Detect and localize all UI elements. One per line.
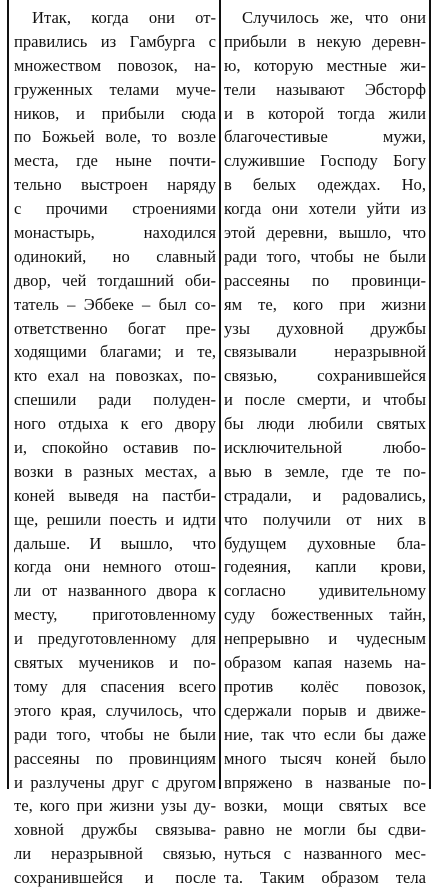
text-line: нуться с названного мес- bbox=[224, 844, 426, 864]
text-line: когда они хотели уйти из bbox=[224, 199, 426, 219]
text-line: ли от названного двора к bbox=[14, 581, 216, 601]
text-line: рассеяны по провинци- bbox=[224, 270, 426, 290]
text-line: образом капая наземь на- bbox=[224, 653, 426, 673]
text-line: этого края, случилось, что bbox=[14, 700, 216, 720]
text-line: правились из Гамбурга с bbox=[14, 31, 216, 51]
text-line: ходящими благами; и те, bbox=[14, 342, 216, 362]
text-line: месту, приготовленному bbox=[14, 605, 216, 625]
text-line: ради того, чтобы не были bbox=[224, 246, 426, 266]
text-line: Случилось же, что они bbox=[242, 8, 426, 27]
text-line: бы люди любили святых bbox=[224, 414, 426, 434]
text-line: когда они немного отош- bbox=[14, 557, 216, 577]
text-line: по Божьей воле, то возле bbox=[14, 127, 216, 147]
text-line: та. Таким образом тела bbox=[224, 868, 426, 888]
text-line: возки в разных местах, а bbox=[14, 461, 216, 481]
text-line: годеяния, капли крови, bbox=[224, 557, 426, 577]
text-line: равно не могли бы сдви- bbox=[224, 820, 426, 840]
text-line: в белых одеждах. Но, bbox=[224, 175, 426, 195]
text-line: узы духовной дружбы bbox=[224, 318, 426, 338]
text-line: Итак, когда они от- bbox=[32, 8, 216, 27]
right-border-rule bbox=[429, 0, 431, 789]
text-line: святых мучеников и по- bbox=[14, 653, 216, 673]
text-line: страдали, и радовались, bbox=[224, 485, 426, 505]
text-line: вью в земле, где те по- bbox=[224, 461, 426, 481]
text-line: дальше. И вышло, что bbox=[14, 533, 216, 553]
text-line: тельно выстроен наряду bbox=[14, 175, 216, 195]
text-line: монастырь, находился bbox=[14, 223, 216, 243]
text-line: возки, мощи святых все bbox=[224, 796, 426, 816]
text-line: тому для спасения всего bbox=[14, 676, 216, 696]
text-line: ховной дружбы связыва- bbox=[14, 820, 216, 840]
text-line: прибыли в некую деревн- bbox=[224, 31, 426, 51]
text-line: одинокий, но славный bbox=[14, 246, 216, 266]
text-line: служившие Господу Богу bbox=[224, 151, 426, 171]
text-line: коней выведя на пастби- bbox=[14, 485, 216, 505]
text-line: с прочими строениями bbox=[14, 199, 216, 219]
text-line: ю, которую местные жи- bbox=[224, 55, 426, 75]
text-line: суду божественных тайн, bbox=[224, 605, 426, 625]
text-line: и разлучены друг с другом bbox=[14, 772, 216, 792]
text-line: этой деревни, вышло, что bbox=[224, 223, 426, 243]
text-line: ответственно богат пре- bbox=[14, 318, 216, 338]
text-line: ради того, чтобы не были bbox=[14, 724, 216, 744]
text-line: груженных телами муче- bbox=[14, 79, 216, 99]
text-line: что получили от них в bbox=[224, 509, 426, 529]
text-line: спешили ради полуден- bbox=[14, 390, 216, 410]
text-line: те, кого при жизни узы ду- bbox=[14, 796, 216, 816]
text-line: связью, сохранившейся bbox=[224, 366, 426, 386]
text-line: связывали неразрывной bbox=[224, 342, 426, 362]
text-line: ников, и прибыли сюда bbox=[14, 103, 216, 123]
left-border-rule bbox=[7, 0, 9, 789]
text-line: исключительной любо- bbox=[224, 438, 426, 458]
text-line: кто ехал на повозках, по- bbox=[14, 366, 216, 386]
text-line: татель – Эббеке – был со- bbox=[14, 294, 216, 314]
text-line: сдержали порыв и движе- bbox=[224, 700, 426, 720]
text-line: двор, чей тогдашний оби- bbox=[14, 270, 216, 290]
text-line: и предуготовленному для bbox=[14, 629, 216, 649]
text-line: ли неразрывной связью, bbox=[14, 844, 216, 864]
text-line: рассеяны по провинциям bbox=[14, 748, 216, 768]
text-line: ного отдыха к его двору bbox=[14, 414, 216, 434]
text-line: согласно удивительному bbox=[224, 581, 426, 601]
text-line: впряжено в названые по- bbox=[224, 772, 426, 792]
text-line: ще, решили поесть и идти bbox=[14, 509, 216, 529]
text-line: много тысяч коней было bbox=[224, 748, 426, 768]
text-line: тели называют Эбсторф bbox=[224, 79, 426, 99]
left-text-column bbox=[14, 6, 216, 890]
text-line: сохранившейся и после bbox=[14, 868, 216, 888]
text-line: ям те, кого при жизни bbox=[224, 294, 426, 314]
column-divider-rule bbox=[219, 0, 221, 789]
text-line: множеством повозок, на- bbox=[14, 55, 216, 75]
text-line: ние, так что если бы даже bbox=[224, 724, 426, 744]
text-line: и, спокойно оставив по- bbox=[14, 438, 216, 458]
text-line: и после смерти, и чтобы bbox=[224, 390, 426, 410]
text-line: места, где ныне почти- bbox=[14, 151, 216, 171]
right-text-column bbox=[224, 6, 426, 890]
text-line: против колёс повозок, bbox=[224, 676, 426, 696]
text-line: непрерывно и чудесным bbox=[224, 629, 426, 649]
text-line: будущем духовные бла- bbox=[224, 533, 426, 553]
text-line: благочестивые мужи, bbox=[224, 127, 426, 147]
text-line: и в которой тогда жили bbox=[224, 103, 426, 123]
